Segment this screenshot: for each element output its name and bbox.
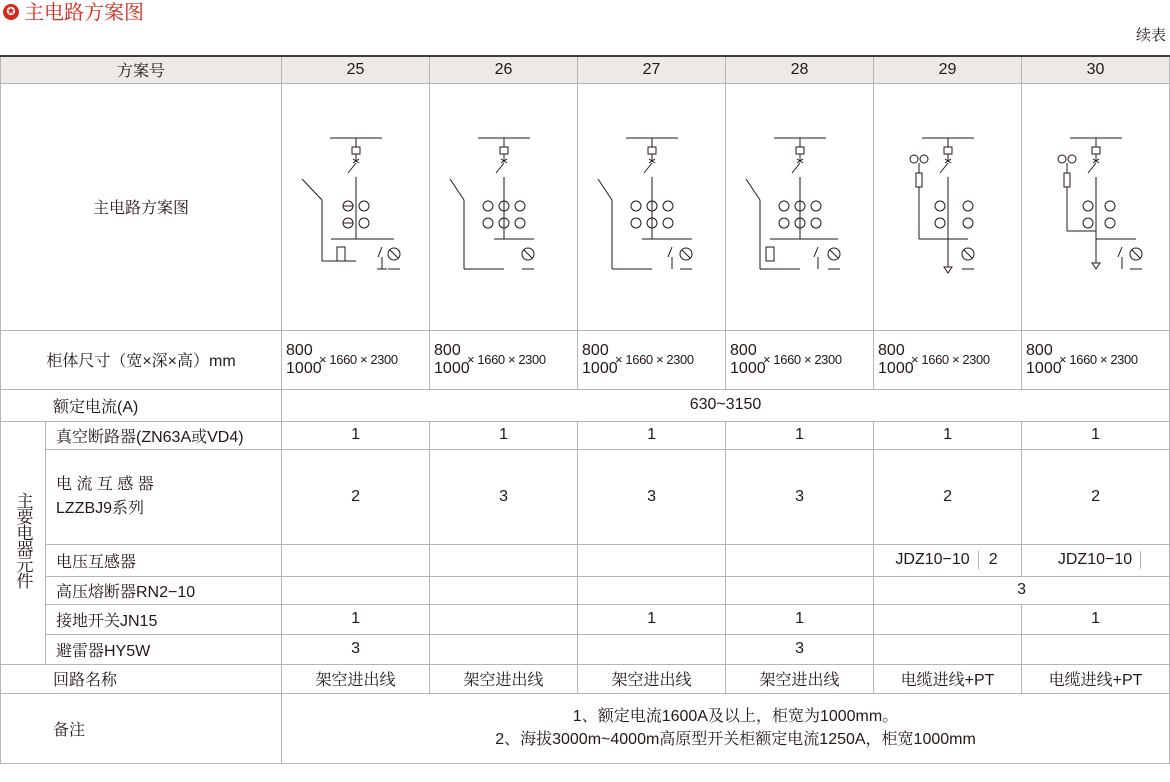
scheme-25-diagram	[282, 83, 430, 330]
width-800: 800	[730, 341, 757, 359]
fuse-empty	[726, 576, 874, 604]
width-800: 800	[1026, 341, 1053, 359]
fuse-row	[1, 576, 1170, 604]
arrester-qty	[874, 634, 1022, 664]
scheme-29-header: 29	[874, 56, 1022, 83]
fuse-empty	[282, 576, 430, 604]
ct-qty: 2	[874, 449, 1022, 544]
remarks-cell	[282, 693, 1170, 763]
scheme-table	[0, 55, 1170, 764]
width-800: 800	[286, 341, 313, 359]
depth-height: × 1660 × 2300	[615, 351, 694, 367]
pt-empty	[430, 544, 578, 576]
ct-qty: 3	[430, 449, 578, 544]
breaker-qty: 1	[430, 421, 578, 449]
remarks-label: 备注	[1, 693, 282, 763]
breaker-qty: 1	[578, 421, 726, 449]
breaker-qty: 1	[282, 421, 430, 449]
group-label-text: 主要电器元件	[13, 492, 33, 588]
scheme-27-diagram	[578, 83, 726, 330]
circuit-name: 架空进出线	[282, 664, 430, 693]
arrester-qty	[430, 634, 578, 664]
ct-qty: 2	[282, 449, 430, 544]
remark-line-1: 1、额定电流1600A及以上，柜宽为1000mm。	[572, 708, 899, 725]
depth-height: × 1660 × 2300	[467, 351, 546, 367]
width-1000: 1000	[434, 359, 470, 377]
width-800: 800	[582, 341, 609, 359]
scheme-26-header: 26	[430, 56, 578, 83]
size-label: 柜体尺寸（宽×深×高）mm	[1, 330, 282, 389]
depth-height: × 1660 × 2300	[319, 351, 398, 367]
arrester-qty: 3	[282, 634, 430, 664]
scheme-27-header: 27	[578, 56, 726, 83]
pt-29-model: JDZ10−10	[887, 551, 978, 569]
current-label: 额定电流(A)	[1, 389, 282, 421]
breaker-qty: 1	[1022, 421, 1170, 449]
pt-empty	[578, 544, 726, 576]
size-cell	[1022, 330, 1170, 389]
breaker-qty: 1	[726, 421, 874, 449]
depth-height: × 1660 × 2300	[1059, 351, 1138, 367]
earth-row	[1, 604, 1170, 634]
size-cell	[578, 330, 726, 389]
ct-qty: 3	[578, 449, 726, 544]
arrester-row	[1, 634, 1170, 664]
page-header	[0, 0, 1170, 56]
circuit-name: 电缆进线+PT	[1022, 664, 1170, 693]
circuit-name: 架空进出线	[726, 664, 874, 693]
ct-qty: 3	[726, 449, 874, 544]
scheme-28-header: 28	[726, 56, 874, 83]
pt-label: 电压互感器	[46, 544, 282, 576]
diagram-row-label: 主电路方案图	[1, 83, 282, 330]
arrester-label: 避雷器HY5W	[46, 634, 282, 664]
ct-qty: 2	[1022, 449, 1170, 544]
circuit-name: 电缆进线+PT	[874, 664, 1022, 693]
ct-label	[46, 449, 282, 544]
circuit-label: 回路名称	[1, 664, 282, 693]
earth-qty: 1	[726, 604, 874, 634]
pt-empty	[282, 544, 430, 576]
fuse-empty	[578, 576, 726, 604]
scheme-25-header: 25	[282, 56, 430, 83]
header-row	[1, 56, 1170, 83]
circuit-diagram-29	[878, 107, 1018, 307]
pt-30-cell	[1022, 544, 1170, 576]
scheme-number-label: 方案号	[1, 56, 282, 83]
scheme-28-diagram	[726, 83, 874, 330]
size-cell	[874, 330, 1022, 389]
scheme-29-diagram	[874, 83, 1022, 330]
scheme-30-header: 30	[1022, 56, 1170, 83]
scheme-30-diagram	[1022, 83, 1170, 330]
ct-row	[1, 449, 1170, 544]
section-title: 主电路方案图	[24, 2, 144, 24]
fuse-label: 高压熔断器RN2−10	[46, 576, 282, 604]
earth-qty	[430, 604, 578, 634]
arrester-qty	[1022, 634, 1170, 664]
current-value: 630~3150	[282, 389, 1170, 421]
ct-label-line2: LZZBJ9系列	[56, 499, 145, 517]
pt-row	[1, 544, 1170, 576]
earth-qty	[874, 604, 1022, 634]
width-800: 800	[434, 341, 461, 359]
pt-30-model: JDZ10−10	[1050, 551, 1141, 569]
size-cell	[430, 330, 578, 389]
earth-qty: 1	[282, 604, 430, 634]
circuit-row	[1, 664, 1170, 693]
remarks-row	[1, 693, 1170, 763]
width-1000: 1000	[582, 359, 618, 377]
pt-29-cell	[874, 544, 1022, 576]
current-row	[1, 389, 1170, 421]
earth-qty: 1	[578, 604, 726, 634]
size-cell	[282, 330, 430, 389]
breaker-row	[1, 421, 1170, 449]
pt-empty	[726, 544, 874, 576]
pt-29-qty: 2	[988, 551, 998, 568]
depth-height: × 1660 × 2300	[911, 351, 990, 367]
ct-label-line1: 电 流 互 感 器	[56, 475, 154, 493]
star-bullet-icon: ✪	[3, 4, 19, 20]
earth-qty: 1	[1022, 604, 1170, 634]
size-cell	[726, 330, 874, 389]
breaker-label: 真空断路器(ZN63A或VD4)	[46, 421, 282, 449]
circuit-diagram-27	[582, 107, 722, 307]
width-1000: 1000	[1026, 359, 1062, 377]
circuit-name: 架空进出线	[578, 664, 726, 693]
diagram-row	[1, 83, 1170, 330]
width-800: 800	[878, 341, 905, 359]
breaker-qty: 1	[874, 421, 1022, 449]
remark-line-2: 2、海拔3000m~4000m高原型开关柜额定电流1250A，柜宽1000mm	[495, 731, 976, 748]
circuit-diagram-26	[434, 107, 574, 307]
width-1000: 1000	[878, 359, 914, 377]
arrester-qty	[578, 634, 726, 664]
circuit-name: 架空进出线	[430, 664, 578, 693]
continued-label: 续表	[1135, 27, 1166, 44]
circuit-diagram-30	[1026, 107, 1166, 307]
scheme-26-diagram	[430, 83, 578, 330]
depth-height: × 1660 × 2300	[763, 351, 842, 367]
width-1000: 1000	[730, 359, 766, 377]
arrester-qty: 3	[726, 634, 874, 664]
component-group-label	[1, 421, 46, 664]
size-row	[1, 330, 1170, 389]
circuit-diagram-28	[730, 107, 870, 307]
fuse-qty: 3	[874, 576, 1170, 604]
fuse-empty	[430, 576, 578, 604]
earth-label: 接地开关JN15	[46, 604, 282, 634]
circuit-diagram-25	[286, 107, 426, 307]
width-1000: 1000	[286, 359, 322, 377]
